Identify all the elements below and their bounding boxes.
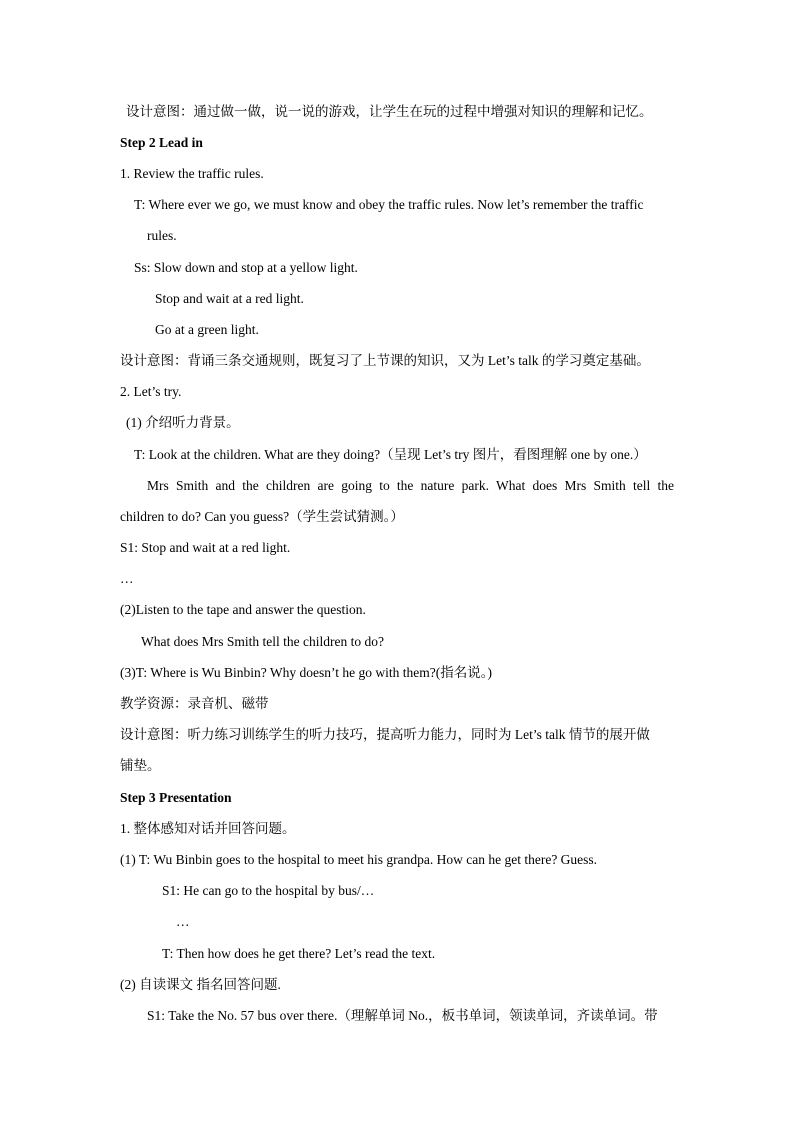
design-intent-note-1: 设计意图：通过做一做，说一说的游戏，让学生在玩的过程中增强对知识的理解和记忆。 [126,104,653,119]
teacher-line-1-cont: rules. [147,228,177,243]
teaching-resources: 教学资源：录音机、磁带 [120,696,269,711]
teacher-line-3: Mrs Smith and the children are going to the nature park. What does Mrs Smith tell the [147,478,674,493]
students-line-1: Ss: Slow down and stop at a yellow light. [134,260,358,275]
lets-try-heading: 2. Let’s try. [120,384,182,399]
review-traffic-rules: 1. Review the traffic rules. [120,166,264,181]
ellipsis-2: … [176,914,190,929]
listening-background: (1) 介绍听力背景。 [126,415,240,430]
overall-perception: 1. 整体感知对话并回答问题。 [120,821,296,836]
step-2-heading: Step 2 Lead in [120,135,203,150]
teacher-read-text: T: Then how does he get there? Let’s read the text. [162,946,436,961]
design-intent-note-2: 设计意图：背诵三条交通规则，既复习了上节课的知识，又为 Let’s talk 的学习奠定基础。 [120,353,650,368]
question-line: What does Mrs Smith tell the children to do? [141,634,384,649]
step-3-heading: Step 3 Presentation [120,790,232,805]
teacher-line-1: T: Where ever we go, we must know and obey the traffic rules. Now let’s remember the traffic [134,197,644,212]
ellipsis-1: … [120,571,134,586]
student-1-bus: S1: He can go to the hospital by bus/… [162,883,375,898]
student-1-take-bus: S1: Take the No. 57 bus over there.（理解单词 No.，板书单词，领读单词，齐读单词。带 [147,1008,658,1023]
design-intent-note-3: 设计意图：听力练习训练学生的听力技巧，提高听力能力，同时为 Let’s talk 情节的展开做 [120,727,650,742]
students-line-2: Stop and wait at a red light. [155,291,304,306]
teacher-line-hospital: (1) T: Wu Binbin goes to the hospital to meet his grandpa. How can he get there? Guess. [120,852,598,867]
design-intent-note-3-cont: 铺垫。 [120,758,161,773]
teacher-line-3-cont: children to do? Can you guess?（学生尝试猜测。） [120,509,404,524]
self-read-text: (2) 自读课文 指名回答问题. [120,977,281,992]
teacher-line-2: T: Look at the children. What are they doing?（呈现 Let’s try 图片，看图理解 one by one.） [134,447,647,462]
students-line-3: Go at a green light. [155,322,259,337]
listen-to-tape: (2)Listen to the tape and answer the question. [120,602,366,617]
student-1-answer: S1: Stop and wait at a red light. [120,540,291,555]
teacher-question-wu-binbin: (3)T: Where is Wu Binbin? Why doesn’t he go with them?(指名说。) [120,665,492,680]
